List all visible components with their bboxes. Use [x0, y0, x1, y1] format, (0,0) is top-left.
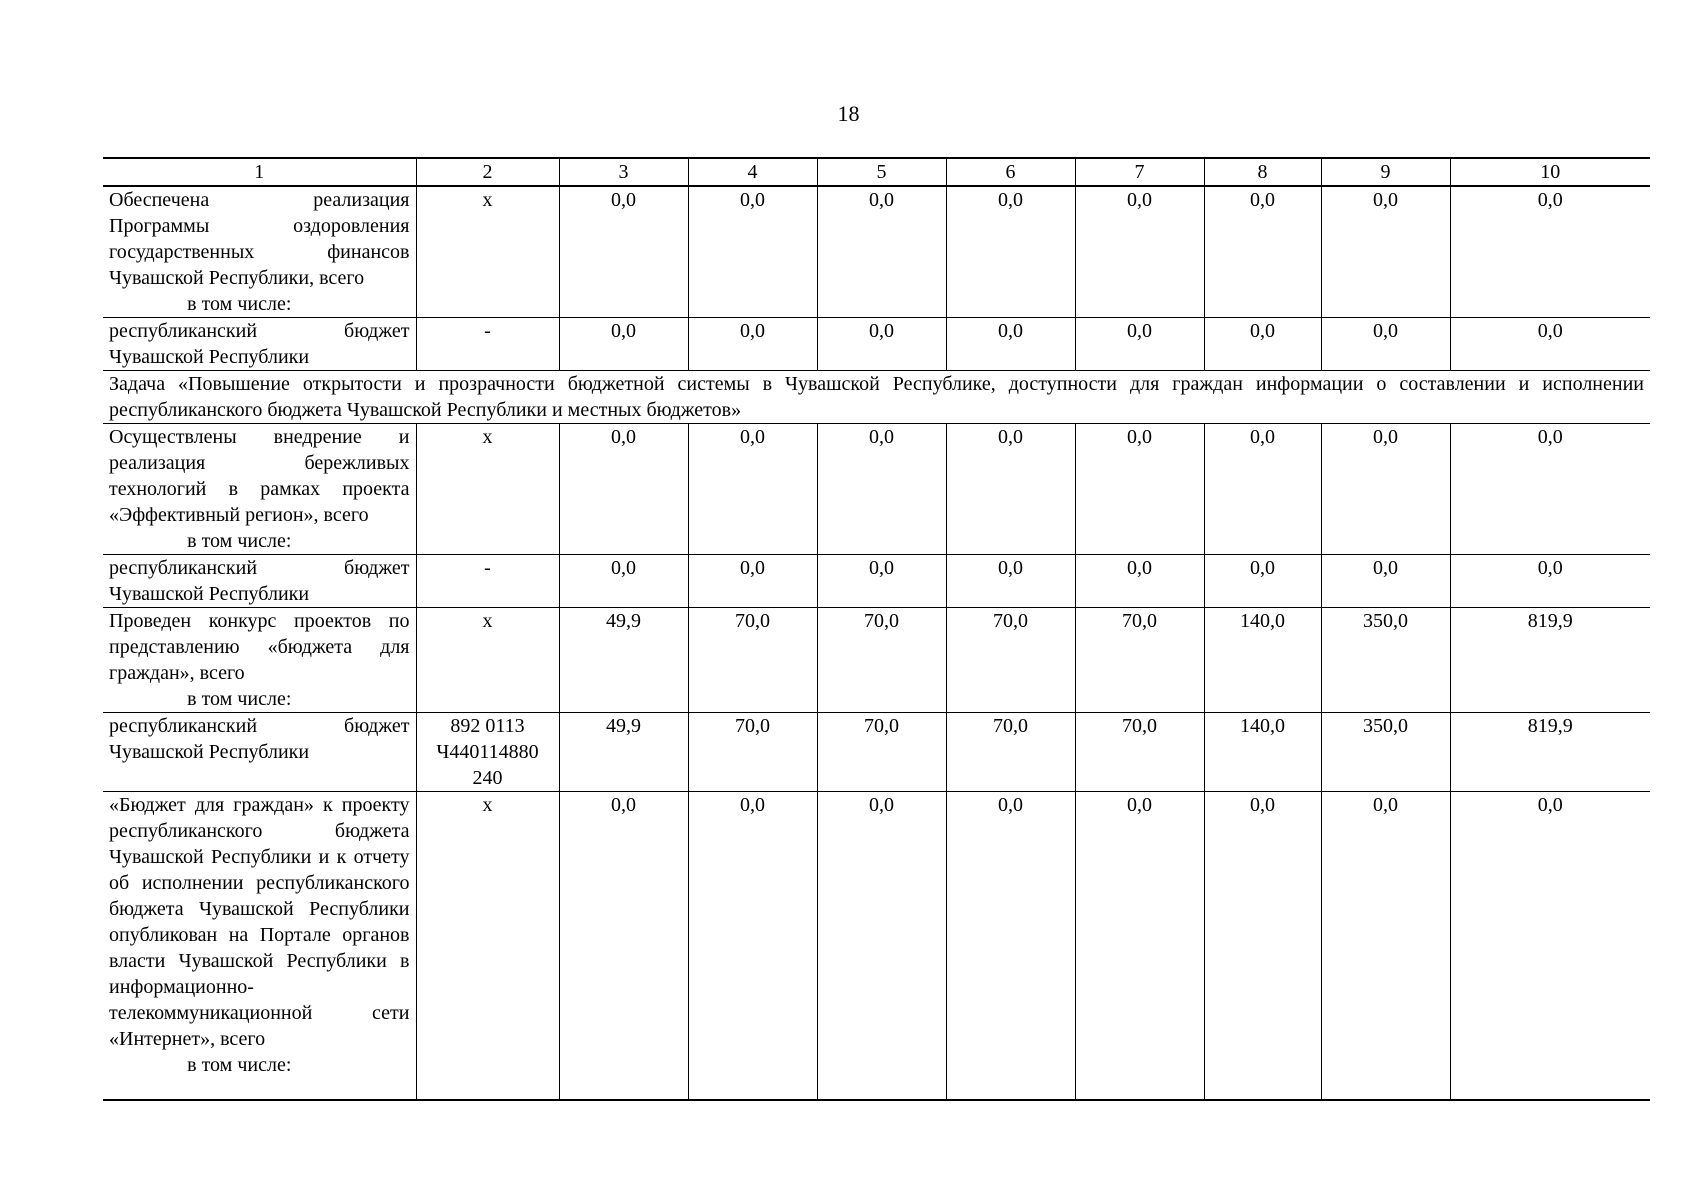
row-title-cell [103, 792, 416, 1100]
column-header: 6 [946, 158, 1075, 186]
value-cell: 0,0 [1450, 424, 1650, 555]
value-cell: 70,0 [1075, 608, 1204, 713]
code-cell: х [416, 608, 559, 713]
value-cell: 350,0 [1321, 713, 1450, 792]
column-header: 5 [817, 158, 946, 186]
value-cell: 0,0 [817, 792, 946, 1100]
value-cell: 70,0 [688, 608, 817, 713]
value-cell: 0,0 [559, 318, 688, 371]
value-cell: 0,0 [817, 318, 946, 371]
code-line: 240 [472, 767, 503, 789]
value-cell: 0,0 [946, 792, 1075, 1100]
budget-table [103, 157, 1650, 1101]
column-header: 9 [1321, 158, 1450, 186]
value-cell: 49,9 [559, 713, 688, 792]
value-cell: 819,9 [1450, 608, 1650, 713]
column-header: 7 [1075, 158, 1204, 186]
row-title-cell [103, 608, 416, 713]
value-cell: 0,0 [688, 555, 817, 608]
value-cell: 0,0 [1450, 792, 1650, 1100]
value-cell: 0,0 [1075, 555, 1204, 608]
value-cell: 140,0 [1204, 713, 1321, 792]
code-cell: х [416, 186, 559, 318]
page-number: 18 [837, 101, 860, 126]
value-cell: 0,0 [1321, 186, 1450, 318]
value-cell: 0,0 [688, 424, 817, 555]
row-title: Осуществлены внедрение и реализация бережливых технологий в рамках проекта «Эффективный регион», всего [109, 426, 410, 526]
value-cell: 0,0 [817, 186, 946, 318]
value-cell: 0,0 [946, 424, 1075, 555]
column-header: 10 [1450, 158, 1650, 186]
row-subtitle: в том числе: [187, 688, 292, 710]
row-title-cell [103, 713, 416, 792]
value-cell: 819,9 [1450, 713, 1650, 792]
value-cell: 0,0 [688, 186, 817, 318]
code-cell: х [416, 792, 559, 1100]
row-subtitle: в том числе: [187, 293, 292, 315]
value-cell: 70,0 [817, 713, 946, 792]
column-header: 2 [416, 158, 559, 186]
row-title: Проведен конкурс проектов по представлению «бюджета для граждан», всего [109, 610, 410, 684]
row-title: Обеспечена реализация Программы оздоровления государственных финансов Чувашской Республики, всего [109, 189, 410, 289]
value-cell: 70,0 [946, 608, 1075, 713]
column-header: 1 [103, 158, 416, 186]
value-cell: 0,0 [559, 792, 688, 1100]
code-line: Ч440114880 [436, 741, 539, 763]
value-cell: 0,0 [1075, 792, 1204, 1100]
row-subtitle: в том числе: [187, 530, 292, 552]
code-cell: - [416, 318, 559, 371]
value-cell: 70,0 [817, 608, 946, 713]
value-cell: 0,0 [946, 318, 1075, 371]
value-cell: 0,0 [1450, 318, 1650, 371]
value-cell: 0,0 [1075, 318, 1204, 371]
value-cell: 49,9 [559, 608, 688, 713]
code-cell: - [416, 555, 559, 608]
table-row [103, 555, 1650, 608]
row-title: «Бюджет для граждан» к проекту республиканского бюджета Чувашской Республики и к отчету об исполнении республиканского бюджета Чувашской Республики опубликован на Портале органов власти Чувашской Республики в информационно-телекоммуникационной сети «Интернет», всего [109, 794, 410, 1050]
value-cell: 140,0 [1204, 608, 1321, 713]
value-cell: 0,0 [817, 424, 946, 555]
table-row [103, 318, 1650, 371]
value-cell: 0,0 [1450, 186, 1650, 318]
value-cell: 70,0 [946, 713, 1075, 792]
value-cell: 0,0 [817, 555, 946, 608]
task-row [103, 371, 1650, 424]
value-cell: 0,0 [1075, 186, 1204, 318]
value-cell: 0,0 [1321, 792, 1450, 1100]
column-number-row [103, 158, 1650, 186]
row-title-cell [103, 555, 416, 608]
row-title-cell [103, 318, 416, 371]
row-title: республиканский бюджет Чувашской Республики [109, 557, 410, 605]
value-cell: 0,0 [1204, 186, 1321, 318]
value-cell: 0,0 [1204, 424, 1321, 555]
row-title: республиканский бюджет Чувашской Республики [109, 715, 410, 763]
value-cell: 0,0 [559, 424, 688, 555]
value-cell: 0,0 [1204, 318, 1321, 371]
table-row [103, 792, 1650, 1100]
value-cell: 0,0 [1321, 318, 1450, 371]
value-cell: 0,0 [559, 555, 688, 608]
column-header: 3 [559, 158, 688, 186]
task-text: Задача «Повышение открытости и прозрачности бюджетной системы в Чувашской Республике, доступности для граждан информации о составлении и исполнении республиканского бюджета Чувашской Республики и местных бюджетов» [103, 371, 1650, 424]
value-cell: 0,0 [688, 318, 817, 371]
value-cell: 0,0 [1204, 555, 1321, 608]
row-title-cell [103, 424, 416, 555]
value-cell: 0,0 [1321, 424, 1450, 555]
row-subtitle: в том числе: [187, 1054, 292, 1076]
value-cell: 0,0 [1204, 792, 1321, 1100]
table-row [103, 608, 1650, 713]
column-header: 8 [1204, 158, 1321, 186]
value-cell: 0,0 [946, 555, 1075, 608]
row-title: республиканский бюджет Чувашской Республики [109, 320, 410, 368]
value-cell: 0,0 [1075, 424, 1204, 555]
table-row [103, 424, 1650, 555]
value-cell: 70,0 [688, 713, 817, 792]
value-cell: 0,0 [559, 186, 688, 318]
value-cell: 350,0 [1321, 608, 1450, 713]
table-row [103, 713, 1650, 792]
code-line: 892 0113 [450, 715, 525, 737]
value-cell: 70,0 [1075, 713, 1204, 792]
code-cell: х [416, 424, 559, 555]
column-header: 4 [688, 158, 817, 186]
value-cell: 0,0 [1450, 555, 1650, 608]
table-row [103, 186, 1650, 318]
code-cell [416, 713, 559, 792]
value-cell: 0,0 [1321, 555, 1450, 608]
row-title-cell [103, 186, 416, 318]
value-cell: 0,0 [688, 792, 817, 1100]
value-cell: 0,0 [946, 186, 1075, 318]
